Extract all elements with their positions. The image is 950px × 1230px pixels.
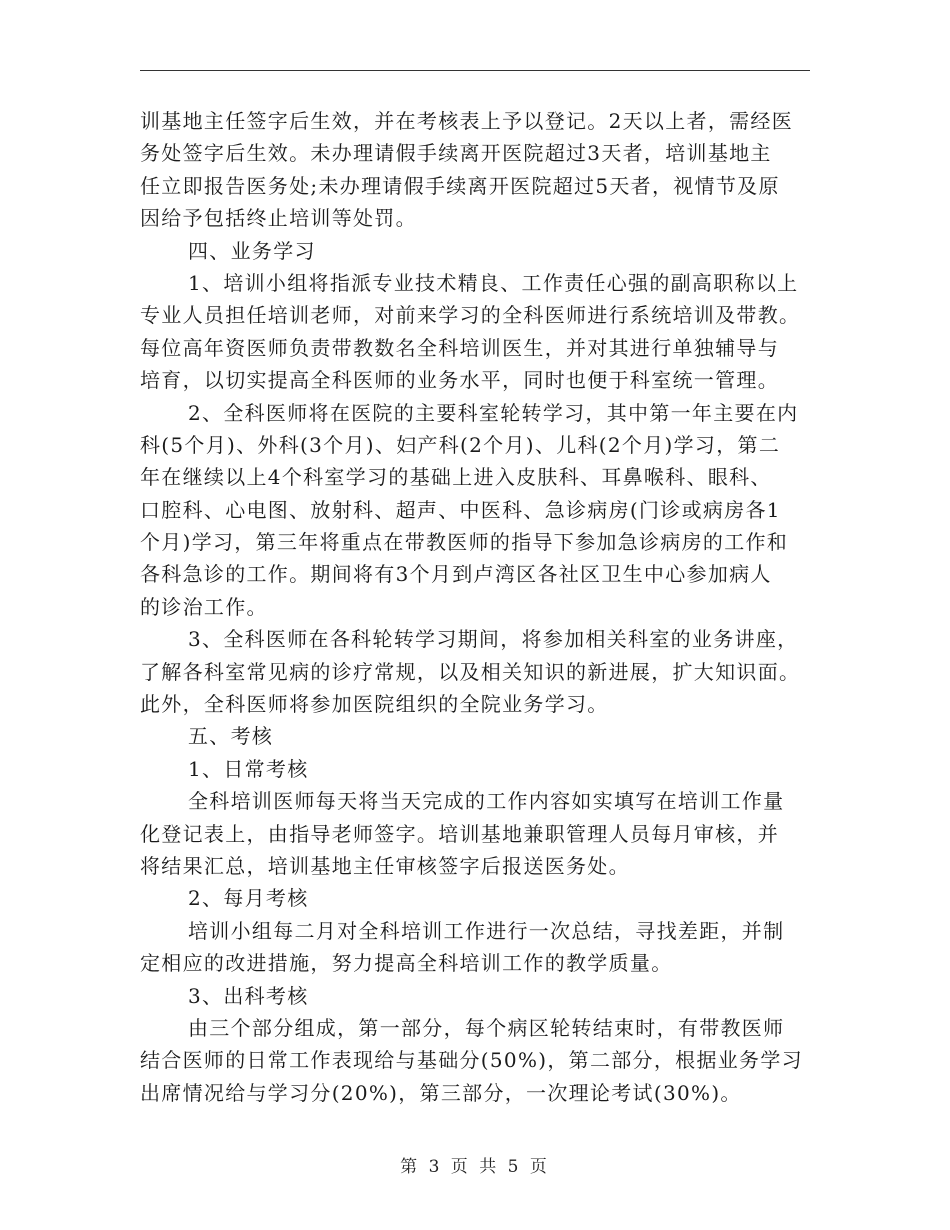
text-line: 五、考核 [188, 724, 274, 749]
text-line: 由三个部分组成，第一部分，每个病区轮转结束时，有带教医师 [188, 1015, 785, 1040]
text-line: 2、全科医师将在医院的主要科室轮转学习，其中第一年主要在内 [188, 400, 799, 425]
text-line: 各科急诊的工作。期间将有3个月到卢湾区各社区卫生中心参加病人 [140, 562, 772, 587]
text-line: 务处签字后生效。未办理请假手续离开医院超过3天者，培训基地主 [140, 141, 772, 166]
body-text [140, 105, 810, 1109]
text-line: 3、出科考核 [188, 983, 309, 1008]
text-line: 四、业务学习 [188, 238, 316, 263]
text-line: 将结果汇总，培训基地主任审核签字后报送医务处。 [140, 853, 630, 878]
text-line: 因给予包括终止培训等处罚。 [140, 206, 417, 231]
text-line: 出席情况给与学习分(20%)，第三部分，一次理论考试(30%)。 [140, 1080, 742, 1105]
text-line: 3、全科医师在各科轮转学习期间，将参加相关科室的业务讲座， [188, 627, 799, 652]
text-line: 培育，以切实提高全科医师的业务水平，同时也便于科室统一管理。 [140, 368, 779, 393]
text-line: 每位高年资医师负责带教数名全科培训医生，并对其进行单独辅导与 [140, 335, 779, 360]
page-footer: 第 3 页 共 5 页 [400, 1157, 550, 1177]
text-line: 培训小组每二月对全科培训工作进行一次总结，寻找差距，并制 [188, 918, 785, 943]
text-line: 结合医师的日常工作表现给与基础分(50%)，第二部分，根据业务学习 [140, 1048, 803, 1073]
text-line: 全科培训医师每天将当天完成的工作内容如实填写在培训工作量 [188, 789, 785, 814]
text-line: 定相应的改进措施，努力提高全科培训工作的教学质量。 [140, 951, 673, 976]
text-line: 科(5个月)、外科(3个月)、妇产科(2个月)、儿科(2个月)学习，第二 [140, 432, 781, 457]
text-line: 化登记表上，由指导老师签字。培训基地兼职管理人员每月审核，并 [140, 821, 779, 846]
text-line: 了解各科室常见病的诊疗常规，以及相关知识的新进展，扩大知识面。 [140, 659, 801, 684]
text-line: 的诊治工作。 [140, 594, 268, 619]
text-line: 2、每月考核 [188, 886, 309, 911]
text-line: 1、培训小组将指派专业技术精良、工作责任心强的副高职称以上 [188, 270, 799, 295]
text-line: 个月)学习，第三年将重点在带教医师的指导下参加急诊病房的工作和 [140, 530, 789, 555]
text-line: 任立即报告医务处;未办理请假手续离开医院超过5天者，视情节及原 [140, 173, 780, 198]
text-line: 口腔科、心电图、放射科、超声、中医科、急诊病房(门诊或病房各1 [140, 497, 781, 522]
text-line: 此外，全科医师将参加医院组织的全院业务学习。 [140, 692, 609, 717]
text-line: 年在继续以上4个科室学习的基础上进入皮肤科、耳鼻喉科、眼科、 [140, 465, 772, 490]
text-line: 1、日常考核 [188, 756, 309, 781]
text-line: 训基地主任签字后生效，并在考核表上予以登记。2天以上者，需经医 [140, 109, 794, 133]
header-rule [140, 70, 810, 71]
text-line: 专业人员担任培训老师，对前来学习的全科医师进行系统培训及带教。 [140, 303, 801, 328]
